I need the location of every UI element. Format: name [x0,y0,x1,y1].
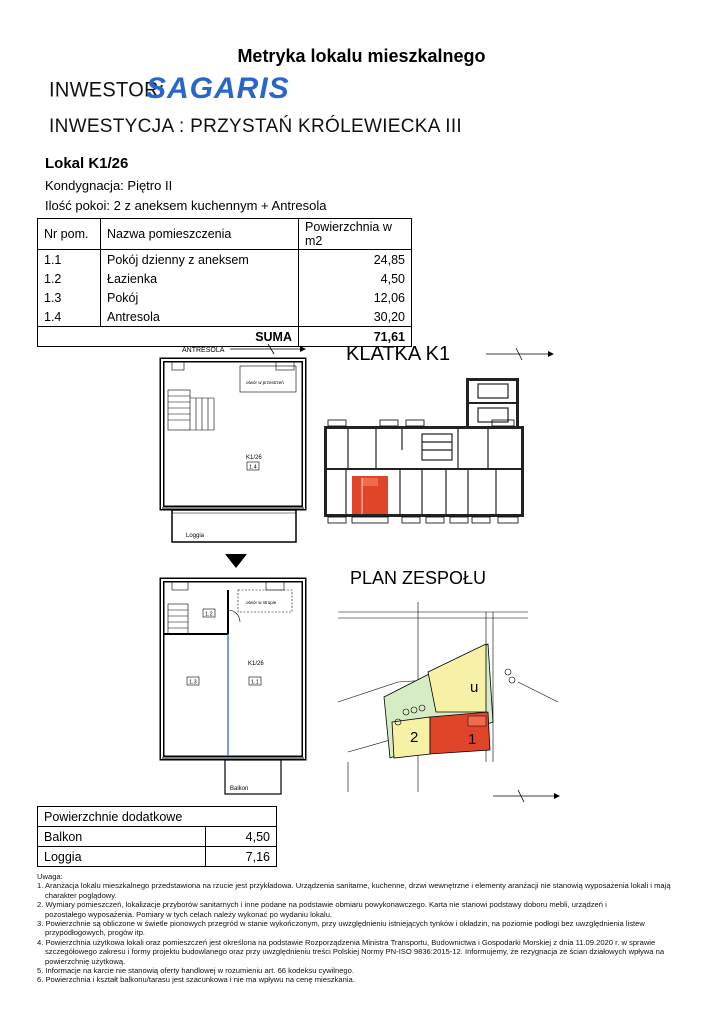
mezzanine-note: otwór w przestrzeń [246,380,284,385]
table-row [38,827,277,847]
mezzanine-stairs [168,390,214,430]
table-row [38,847,277,867]
site-plan-label: PLAN ZESPOŁU [350,568,487,588]
mezzanine-unit: K1/26 [246,455,262,461]
stairwell-plan [318,338,558,538]
note-line: 4. Powierzchnia użytkowa lokali oraz pomieszczeń jest określona na podstawie Rozporządzenia Ministra Transportu, Budownictwa i Gospodarki Morskiej z dnia 11.09.2020 r. w sprawie [37,937,656,947]
table-header-cell: Powierzchnia w m2 [299,219,412,250]
site-building-label-1: 1 [468,731,477,748]
stairwell-label: KLATKA K1 [346,343,451,365]
notes-section [37,872,687,985]
table-row [38,288,412,307]
sum-value: 71,61 [299,327,412,347]
north-arrow-icon [230,344,306,354]
note-line: przypodłogowych, progów itp. [45,928,146,938]
loggia-label: Loggia [186,533,205,539]
table-header-cell: Nr pom. [38,219,101,250]
room-area: 4,50 [299,269,412,288]
sum-label: SUMA [38,327,299,347]
room-area: 12,06 [299,288,412,307]
note-line: 2. Wymiary pomieszczeń, lokalizacje przyborów sanitarnych i inne podane na podstawie obmiaru powykonawczego. Karta nie stanowi podstawy doboru mebli, urządzeń i [37,900,607,910]
area-name: Balkon [38,827,206,847]
table-header-cell: Powierzchnie dodatkowe [38,807,277,827]
room-number: 1.4 [38,307,101,327]
mezzanine-label: ANTRESOLA [182,347,225,354]
site-plan [318,562,563,802]
north-arrow-icon [486,348,554,360]
room-label-11: 1.1 [251,679,259,686]
room-number: 1.1 [38,250,101,270]
note-line: pozostałego wyposażenia. Pomiary w tych celach należy wykonać po wydaniu lokalu. [45,909,333,919]
note-line: 6. Powierzchnia i kształt balkonu/tarasu jest szacunkowa i nie ma wpływu na cenę mieszkania. [37,975,355,985]
room-label-13: 1.3 [189,679,197,686]
mezzanine-plan [150,338,320,548]
site-building-label-3: u [470,679,479,696]
room-name: Pokój [101,288,299,307]
mezzanine-room: 1.4 [249,464,257,471]
table-row [38,307,412,327]
note-line: szczegółowego zakresu i formy projektu budowlanego oraz przy uwzględnieniu treści Polskiej Normy PN-ISO 9836:2015-12. Informujemy, że rezygnacja ze ścian działowych wpływa na [45,947,665,957]
brand-logo: SAGARIS [146,72,290,105]
note-line: 5. Informacje na karcie nie stanowią oferty handlowej w rozumieniu art. 66 kodeksu cywilnego. [37,966,354,976]
table-header-row [38,807,277,827]
table-header-row [38,219,412,250]
unit-title: Lokal K1/26 [45,155,129,172]
north-arrow-icon [493,790,560,802]
table-row [38,250,412,270]
room-area: 30,20 [299,307,412,327]
down-triangle-icon [225,554,247,570]
rooms-table [37,218,412,347]
notes-heading: Uwaga: [37,872,63,881]
rooms-count-info: Ilość pokoi: 2 z aneksem kuchennym + Antresola [45,198,327,213]
room-name: Antresola [101,307,299,327]
site-building-3 [428,644,486,712]
room-name: Łazienka [101,269,299,288]
floor-note: otwór w stropie [246,600,277,605]
room-name: Pokój dzienny z aneksem [101,250,299,270]
site-building-label-2: 2 [410,729,419,746]
balcony-label: Balkon [230,786,249,792]
table-header-cell: Nazwa pomieszczenia [101,219,299,250]
area-value: 4,50 [206,827,277,847]
room-number: 1.3 [38,288,101,307]
floor-info: Kondygnacja: Piętro II [45,178,173,193]
note-line: powierzchnię użytkową. [45,956,126,966]
investment-name: INWESTYCJA : PRZYSTAŃ KRÓLEWIECKA III [49,116,462,137]
floor-stairs [168,604,240,634]
room-area: 24,85 [299,250,412,270]
area-value: 7,16 [206,847,277,867]
note-line: 1. Aranżacja lokalu mieszkalnego przedstawiona na rzucie jest przykładowa. Urządzenia sanitarne, kuchenne, drzwi wewnętrzne i elementy aranżacji nie stanowią wyposażenia lokali i mają [37,881,671,891]
area-name: Loggia [38,847,206,867]
page-title: Metryka lokalu mieszkalnego [237,46,486,66]
room-number: 1.2 [38,269,101,288]
note-line: charakter poglądowy. [45,890,117,900]
floor-unit: K1/26 [248,661,264,667]
table-row [38,269,412,288]
investor-label: INWESTOR: [49,78,165,102]
note-line: 3. Powierzchnie są obliczone w świetle pionowych przegród w stanie wykończonym, przy uwzględnieniu istniejących tynków i okładzin, na poziomie podłogi bez uwzględnienia listew [37,919,645,929]
additional-areas-table [37,806,277,867]
floor-plan [150,570,320,800]
room-label-12: 1.2 [205,611,213,618]
